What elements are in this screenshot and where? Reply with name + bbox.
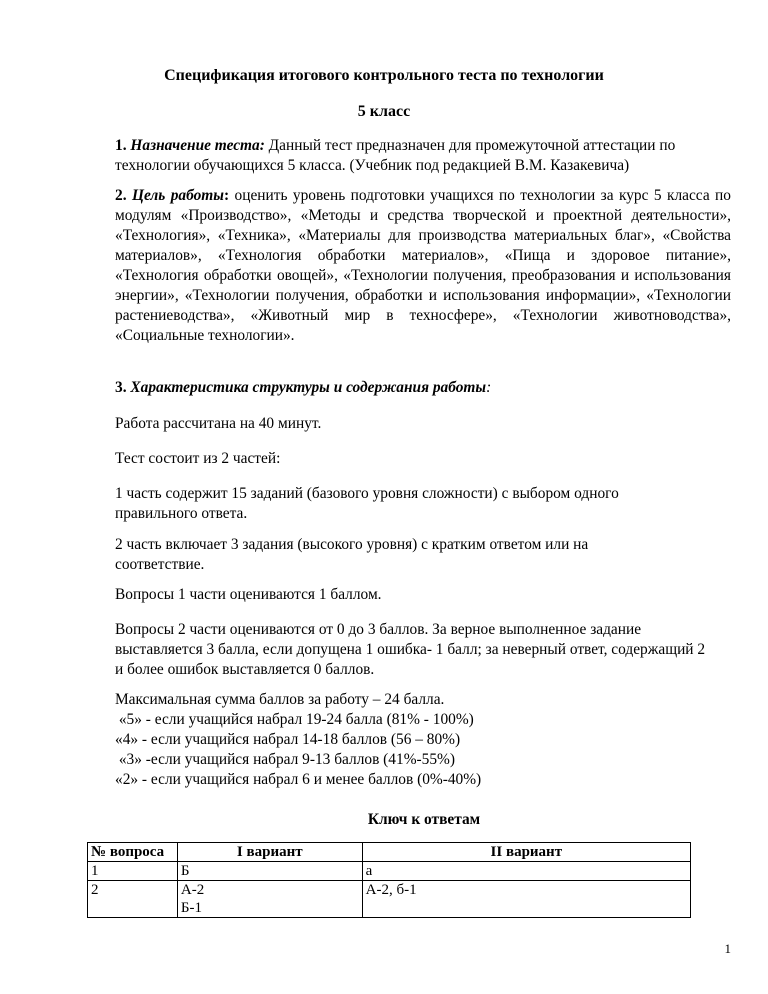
document-title: Спецификация итогового контрольного теста по технологии [164, 67, 604, 84]
paragraph-scoring2: Вопросы 2 части оцениваются от 0 до 3 баллов. За верное выполненное задание выставляется 3 балла, если допущена 1 ошибка- 1 балл; за неверный ответ, содержащий 2 и более ошибок выставляется 0 баллов. [115, 621, 706, 678]
grade-subtitle: 5 класс [357, 103, 411, 120]
grading-max: Максимальная сумма баллов за работу – 24 балла. [115, 691, 445, 708]
grading-scale [115, 690, 731, 790]
table-row [88, 862, 691, 881]
cell-variant-1 [177, 881, 362, 918]
paragraph-part2: 2 часть включает 3 задания (высокого уровня) с кратким ответом или на соответствие. [115, 536, 589, 573]
cell-variant-1-line: Б-1 [180, 900, 203, 916]
cell-variant-2: а [362, 862, 690, 881]
header-question-number: № вопроса [88, 843, 178, 862]
section-number: 2. [115, 187, 127, 204]
paragraph-duration: Работа рассчитана на 40 минут. [115, 415, 322, 432]
section-colon: : [486, 379, 492, 396]
page-number: 1 [724, 941, 731, 956]
paragraph-scoring1: Вопросы 1 части оцениваются 1 баллом. [115, 586, 382, 603]
section-number: 3. [115, 379, 127, 396]
table-header-row [88, 843, 691, 862]
cell-question: 1 [88, 862, 178, 881]
section-heading: Назначение теста: [130, 137, 265, 154]
grading-3: «3» -если учащийся набрал 9-13 баллов (41%-55%) [115, 751, 455, 768]
paragraph-parts: Тест состоит из 2 частей: [115, 450, 281, 467]
section-heading: Характеристика структуры и содержания работы [130, 379, 487, 396]
cell-variant-1-line: А-2 [180, 882, 205, 898]
cell-variant-1 [177, 862, 362, 881]
table-row [88, 881, 691, 918]
grading-2: «2» - если учащийся набрал 6 и менее баллов (0%-40%) [115, 771, 482, 788]
section-heading: Цель работы [131, 187, 224, 204]
grading-5: «5» - если учащийся набрал 19-24 балла (81% - 100%) [115, 711, 474, 728]
cell-variant-2: А-2, б-1 [362, 881, 690, 918]
section-text: оценить уровень подготовки учащихся по технологии за курс 5 класса по модулям «Производство», «Методы и средства творческой и проектной деятельности», «Технология», «Техника», «Материалы для производства материальных благ», «Свойства материалов», «Технология обработки материалов», «Пища и здоровое питание», «Технология обработки овощей», «Технологии получения, преобразования и использования энергии», «Технологии получения, обработки и использования информации», «Технологии растениеводства», «Животный мир в техносфере», «Технологии животноводства», «Социальные технологии». [115, 187, 731, 344]
grading-4: «4» - если учащийся набрал 14-18 баллов (56 – 80%) [115, 731, 461, 748]
section-structure [115, 378, 731, 398]
section-purpose [115, 136, 731, 176]
cell-question: 2 [88, 881, 178, 918]
section-colon: : [223, 187, 230, 204]
answer-key-title: Ключ к ответам [367, 811, 481, 828]
section-number: 1. [115, 137, 127, 154]
header-variant-1: I вариант [177, 843, 362, 862]
answer-key-table [87, 842, 691, 918]
section-goal [115, 186, 731, 346]
section-text: Данный тест предназначен для промежуточной аттестации по технологии обучающихся 5 класса. (Учебник под редакцией В.М. Казакевича) [115, 137, 676, 174]
paragraph-part1: 1 часть содержит 15 заданий (базового уровня сложности) с выбором одного правильного ответа. [115, 485, 619, 522]
cell-variant-1-line: Б [180, 863, 190, 879]
header-variant-2: II вариант [362, 843, 690, 862]
